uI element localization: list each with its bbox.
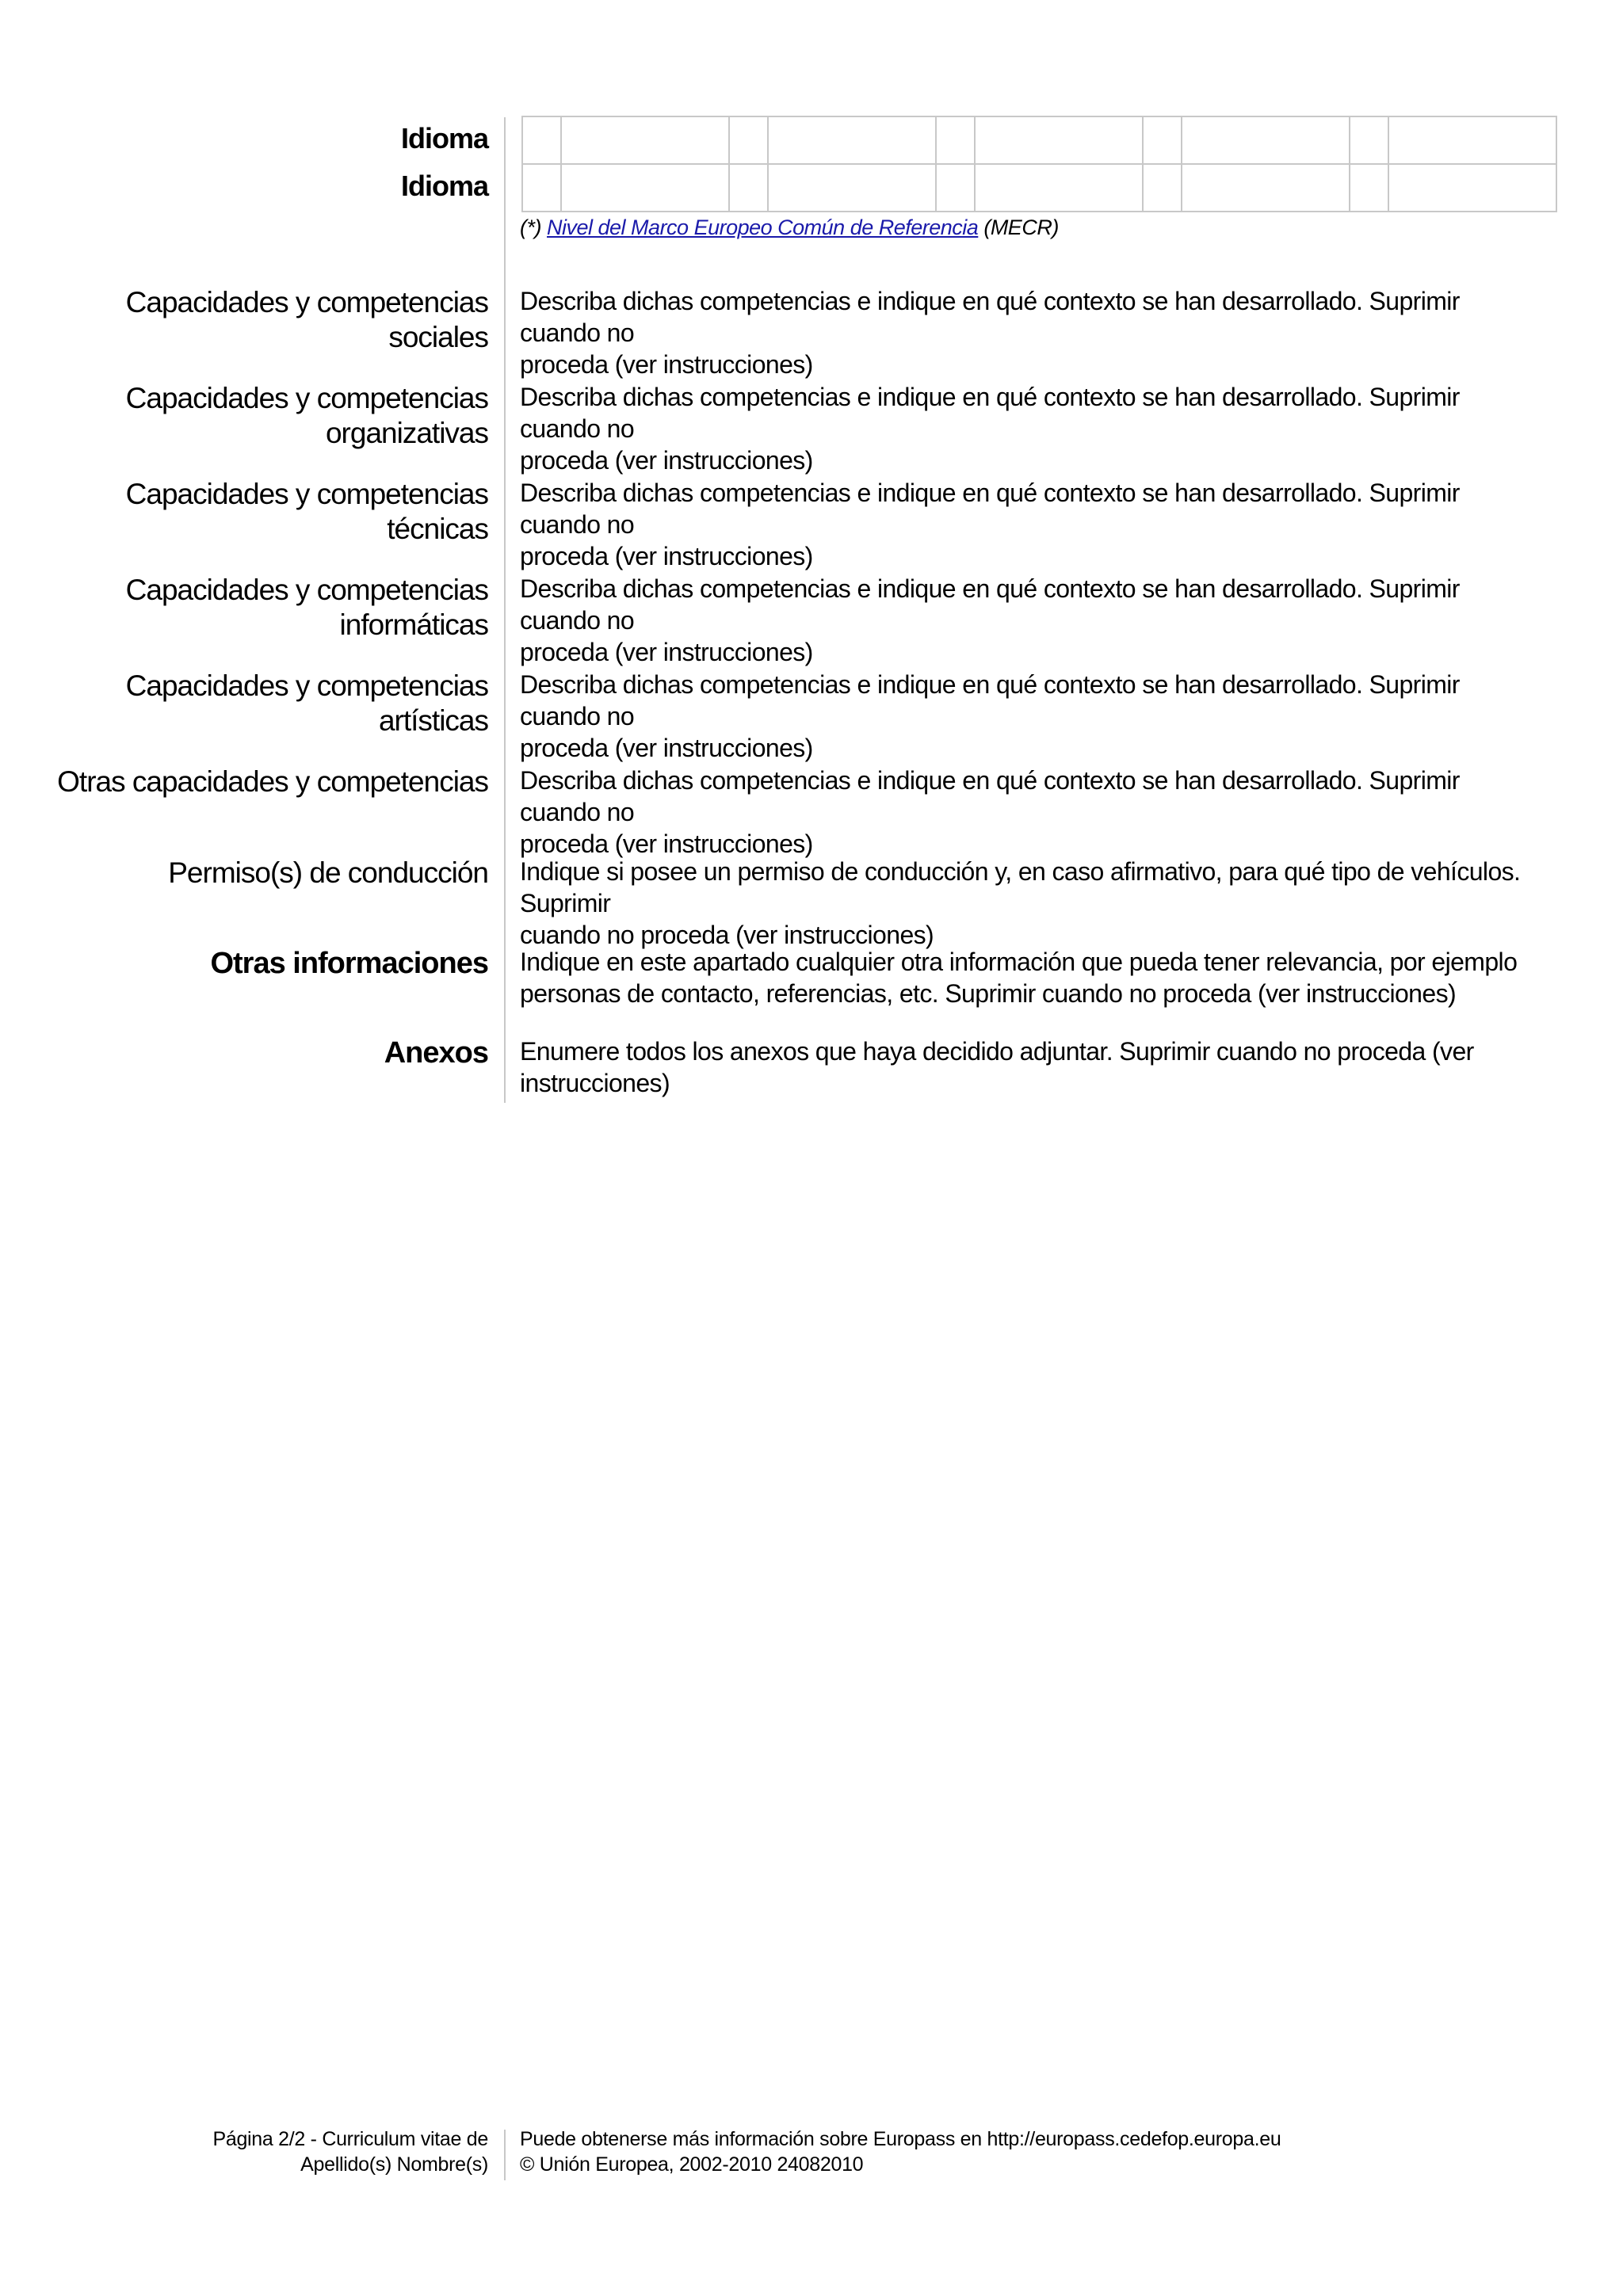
- section-text: [520, 573, 1542, 668]
- language-grid-row-2: [522, 164, 1556, 212]
- section-label-line: Otras informaciones: [210, 947, 488, 980]
- language-grid-row-1: [522, 116, 1556, 164]
- grid-cell[interactable]: [1388, 164, 1556, 212]
- section-label-line: Capacidades y competencias: [125, 478, 488, 510]
- footnote-suffix: (MECR): [983, 215, 1059, 239]
- section-label-line: Capacidades y competencias: [125, 574, 488, 606]
- section-text-line: Describa dichas competencias e indique en qué contexto se han desarrollado. Suprimir cuando no: [520, 479, 1460, 539]
- section-label: [0, 946, 488, 981]
- section-label: [0, 1035, 488, 1070]
- grid-cell[interactable]: [1182, 164, 1350, 212]
- language-level-grid: [521, 116, 1557, 212]
- footer-copyright: © Unión Europea, 2002-2010 24082010: [520, 2153, 864, 2176]
- section-text-line: proceda (ver instrucciones): [520, 638, 813, 666]
- section-text-line: Describa dichas competencias e indique en qué contexto se han desarrollado. Suprimir cuando no: [520, 383, 1460, 443]
- section-text: [520, 669, 1542, 764]
- grid-cell[interactable]: [1143, 164, 1182, 212]
- section-label: [0, 285, 488, 355]
- grid-cell[interactable]: [936, 164, 975, 212]
- section-text-line: proceda (ver instrucciones): [520, 734, 813, 762]
- section-text: [520, 381, 1542, 476]
- section-text-line: cuando no proceda (ver instrucciones): [520, 921, 934, 949]
- grid-cell[interactable]: [729, 116, 768, 164]
- section-label-line: técnicas: [387, 513, 488, 545]
- section-text: [520, 477, 1542, 572]
- section-text-line: Indique si posee un permiso de conducción y, en caso afirmativo, para qué tipo de vehículos. Suprimir: [520, 857, 1521, 917]
- section-text-line: proceda (ver instrucciones): [520, 350, 813, 379]
- grid-cell[interactable]: [1350, 116, 1388, 164]
- section-label-line: Anexos: [384, 1036, 488, 1070]
- section-label-line: artísticas: [378, 704, 488, 737]
- cefr-footnote: [520, 215, 1059, 240]
- section-text: [520, 285, 1542, 380]
- cefr-link[interactable]: Nivel del Marco Europeo Común de Referencia: [547, 215, 979, 239]
- section-text-line: Describa dichas competencias e indique en qué contexto se han desarrollado. Suprimir cuando no: [520, 574, 1460, 635]
- grid-cell[interactable]: [522, 116, 561, 164]
- section-text-line: Enumere todos los anexos que haya decidido adjuntar. Suprimir cuando no proceda (ver: [520, 1037, 1474, 1066]
- grid-cell[interactable]: [1143, 116, 1182, 164]
- language-label-2: Idioma: [400, 170, 488, 202]
- footer-europass-info: [520, 2126, 1281, 2177]
- footer-page-number: Página 2/2 - Curriculum vitae de: [212, 2128, 488, 2150]
- section-text-line: Describa dichas competencias e indique en qué contexto se han desarrollado. Suprimir cuando no: [520, 766, 1460, 826]
- grid-cell[interactable]: [768, 116, 936, 164]
- section-label: [0, 573, 488, 643]
- section-label: [0, 477, 488, 547]
- section-label: [0, 669, 488, 738]
- grid-cell[interactable]: [561, 116, 729, 164]
- section-label-line: sociales: [388, 321, 488, 353]
- grid-cell[interactable]: [1350, 164, 1388, 212]
- grid-cell[interactable]: [522, 164, 561, 212]
- section-label-line: Otras capacidades y competencias: [57, 765, 488, 798]
- grid-cell[interactable]: [936, 116, 975, 164]
- grid-cell[interactable]: [768, 164, 936, 212]
- section-text-line: Describa dichas competencias e indique en qué contexto se han desarrollado. Suprimir cuando no: [520, 670, 1460, 730]
- grid-cell[interactable]: [1388, 116, 1556, 164]
- section-text-line: proceda (ver instrucciones): [520, 830, 813, 858]
- column-divider: [504, 117, 506, 1103]
- grid-cell[interactable]: [561, 164, 729, 212]
- section-label: [0, 381, 488, 451]
- section-label: [0, 765, 488, 799]
- section-text: [520, 856, 1542, 951]
- section-label-line: informáticas: [339, 608, 488, 641]
- grid-cell[interactable]: [975, 116, 1143, 164]
- section-text-line: instrucciones): [520, 1069, 670, 1097]
- section-label-line: organizativas: [325, 417, 488, 449]
- footnote-prefix: (*): [520, 215, 541, 239]
- section-text-line: Describa dichas competencias e indique en qué contexto se han desarrollado. Suprimir cuando no: [520, 287, 1460, 347]
- section-text: [520, 765, 1542, 860]
- footer-divider: [504, 2130, 506, 2180]
- section-text: [520, 1035, 1542, 1099]
- section-label: [0, 856, 488, 891]
- section-text-line: Indique en este apartado cualquier otra información que pueda tener relevancia, por ejemplo: [520, 948, 1518, 976]
- section-text-line: personas de contacto, referencias, etc. Suprimir cuando no proceda (ver instrucciones): [520, 979, 1457, 1008]
- footer-europass-url: Puede obtenerse más información sobre Europass en http://europass.cedefop.europa.eu: [520, 2128, 1281, 2150]
- grid-cell[interactable]: [729, 164, 768, 212]
- footer-name: Apellido(s) Nombre(s): [300, 2153, 488, 2176]
- section-label-line: Capacidades y competencias: [125, 669, 488, 702]
- section-label-line: Permiso(s) de conducción: [168, 856, 488, 889]
- grid-cell[interactable]: [1182, 116, 1350, 164]
- section-label-line: Capacidades y competencias: [125, 286, 488, 318]
- section-text: [520, 946, 1542, 1009]
- section-text-line: proceda (ver instrucciones): [520, 446, 813, 475]
- language-label-1: Idioma: [400, 122, 488, 154]
- section-label-line: Capacidades y competencias: [125, 382, 488, 414]
- footer-page-info: [0, 2126, 488, 2177]
- grid-cell[interactable]: [975, 164, 1143, 212]
- section-text-line: proceda (ver instrucciones): [520, 542, 813, 570]
